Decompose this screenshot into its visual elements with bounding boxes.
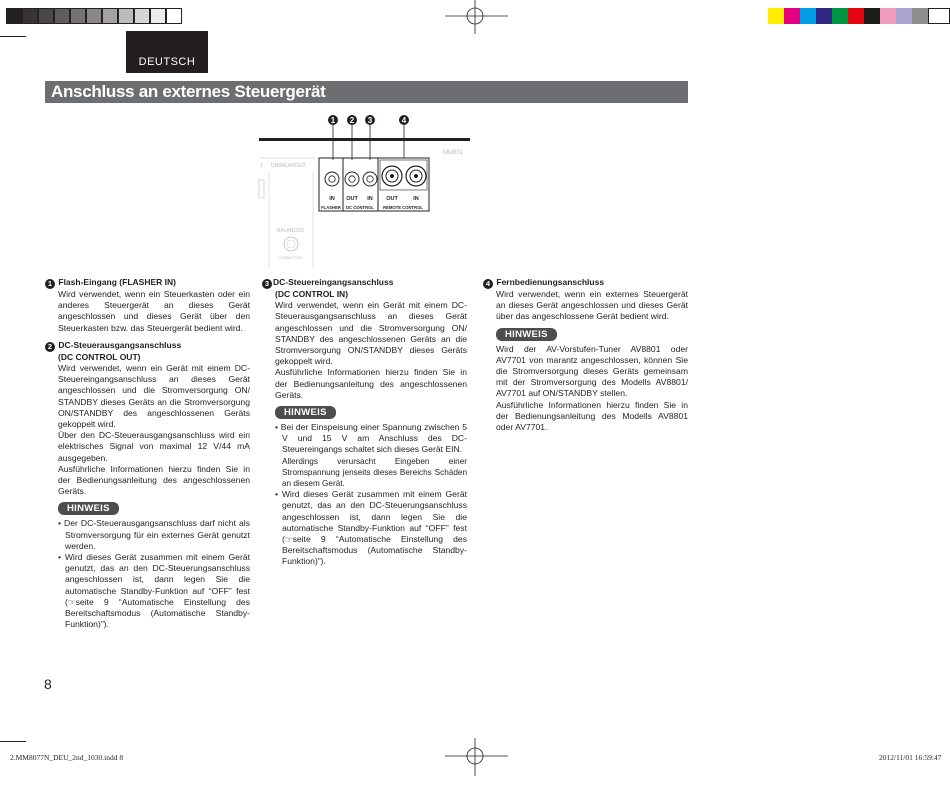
note-bullet-2: • Wird dieses Gerät zusammen mit einem Gerät genutzt, das an den DC-Steuerungsanschluss angeschlossen ist, dann legen Sie die automatische Standby-Funktion auf “OFF” fest (☞seite 9 “Automatische Einstellung des Bereitschaftsmodus (Automatische Standby-Funktion)”). bbox=[275, 489, 467, 567]
footer-timestamp: 2012/11/01 16:59:47 bbox=[879, 753, 942, 762]
group-dc-control: DC CONTROL bbox=[346, 205, 374, 210]
jack-remote-out: OUT bbox=[386, 196, 398, 202]
marker-4-label: 4 bbox=[401, 116, 407, 125]
hinweis-badge: HINWEIS bbox=[58, 502, 119, 515]
jack-dc-in: IN bbox=[367, 196, 373, 202]
rear-panel-diagram bbox=[255, 110, 470, 270]
column-3 bbox=[483, 277, 688, 433]
section-4-text: Wird verwendet, wenn ein externes Steuergerät an dieses Gerät angeschlossen und dieses Gerät über das angeschlossene Gerät bedient wird. bbox=[496, 289, 688, 322]
jack-remote-in: IN bbox=[413, 196, 419, 202]
language-tab bbox=[126, 31, 208, 73]
section-title-bar bbox=[45, 81, 688, 103]
section-2-text-3: Ausführliche Informationen hierzu finden Sie in der Bedienungsanleitung des angeschlossenen Geräts. bbox=[58, 463, 250, 497]
marker-1-label: 1 bbox=[330, 116, 336, 125]
section-4-heading: 4 Fernbedienungsanschluss bbox=[483, 277, 688, 289]
group-flasher: FLASHER bbox=[321, 205, 341, 210]
section-1-text: Wird verwendet, wenn ein Steuerkasten oder ein anderes Steuergerät an dieses Gerät angeschlossen und dieses Gerät über den Steuerkasten bzw. das Steuergerät bedient wird. bbox=[58, 289, 250, 333]
model-label: MM801 bbox=[443, 150, 464, 156]
section-3-text-2: Ausführliche Informationen hierzu finden Sie in der Bedienungsanleitung des angeschlossenen Geräts. bbox=[275, 367, 467, 400]
note-text-1: Wird der AV-Vorstufen-Tuner AV8801 oder AV7701 von marantz angeschlossen, können Sie die Stromversorgung dieses Geräts gemeinsam mit der Stromversorgung des Modells AV8801/ AV7701 auf ON/STANDBY stellen. bbox=[496, 343, 688, 399]
unbalanced-label: UNBALANCED bbox=[271, 163, 306, 169]
marker-3-label: 3 bbox=[367, 116, 373, 125]
jack-flasher-in: IN bbox=[329, 196, 335, 202]
hinweis-badge: HINWEIS bbox=[275, 406, 336, 419]
number-4-icon: 4 bbox=[483, 279, 493, 289]
connector-label: CONNECTOR bbox=[279, 256, 302, 260]
number-2-icon: 2 bbox=[45, 342, 55, 352]
registration-target-top bbox=[440, 0, 520, 36]
note-bullet-2: • Wird dieses Gerät zusammen mit einem Gerät genutzt, das an den DC-Steuerungsanschluss angeschlossen ist, dann legen Sie die automatische Standby-Funktion auf “OFF” fest (☞seite 9 “Automatische Einstellung des Bereitschaftsmodus (Automatische Standby-Funktion)”). bbox=[58, 552, 250, 630]
column-1 bbox=[45, 277, 250, 630]
note-bullet-1: • Der DC-Steuerausgangsanschluss darf nicht als Stromversorgung für ein externes Gerät genutzt werden. bbox=[58, 518, 250, 551]
note-bullet-1-detail: Allerdings verursacht Eingeben einer Stromspannung jenseits dieses Bereichs Schäden an diesem Gerät. bbox=[282, 456, 467, 489]
registration-target-bottom bbox=[440, 738, 520, 778]
number-3-icon: 3 bbox=[262, 279, 272, 289]
page-number: 8 bbox=[44, 676, 52, 692]
section-2-heading: 2 DC-Steuerausgangsanschluss bbox=[45, 340, 250, 352]
number-1-icon: 1 bbox=[45, 279, 55, 289]
hinweis-badge: HINWEIS bbox=[496, 328, 557, 341]
section-3-heading: 3 DC-Steuereingangsanschluss bbox=[262, 277, 467, 289]
balanced-label: BALANCED bbox=[277, 228, 304, 234]
section-2-text-2: Über den DC-Steuerausgangsanschluss wird ein elektrisches Signal von maximal 12 V/44 mA ausgegeben. bbox=[58, 430, 250, 463]
section-3-text-1: Wird verwendet, wenn ein Gerät mit einem DC-Steuerausgangsanschluss an dieses Gerät angeschlossen und die Stromversorgung ON/ STANDBY des angeschlossenen Geräts an die Stromversorgung ON/STANDBY dieses Geräts gekoppelt wird. bbox=[275, 300, 467, 367]
crop-mark bbox=[0, 36, 26, 37]
section-2-subheading: (DC CONTROL OUT) bbox=[58, 351, 141, 362]
section-2-text-1: Wird verwendet, wenn ein Gerät mit einem DC-Steuereingangsanschluss an dieses Gerät angeschlossen und die Stromversorgung ON/ STANDBY dieses Geräts an die Stromversorgung ON/STANDBY des angeschlossenen Geräts gekoppelt wird. bbox=[58, 363, 250, 430]
note-bullet-1: • Bei der Einspeisung einer Spannung zwischen 5 V und 15 V am Anschluss des DC-Steuereingangs schaltet sich dieses Gerät EIN. bbox=[275, 422, 467, 455]
column-2 bbox=[262, 277, 467, 568]
language-label: DEUTSCH bbox=[138, 56, 196, 68]
jack-dc-out: OUT bbox=[346, 196, 358, 202]
svg-text:1: 1 bbox=[260, 163, 263, 169]
section-3-subheading: (DC CONTROL IN) bbox=[275, 289, 349, 299]
crop-mark bbox=[0, 741, 26, 742]
page-title: Anschluss an externes Steuergerät bbox=[51, 82, 326, 101]
group-remote-control: REMOTE CONTROL bbox=[383, 205, 423, 210]
footer-filename: 2.MM8077N_DEU_2nd_1030.indd 8 bbox=[10, 753, 124, 762]
marker-2-label: 2 bbox=[349, 116, 355, 125]
section-1-heading: 1 Flash-Eingang (FLASHER IN) bbox=[45, 277, 250, 289]
note-text-2: Ausführliche Informationen hierzu finden Sie in der Bedienungsanleitung des Modells AV8801 oder AV7701. bbox=[496, 399, 688, 433]
